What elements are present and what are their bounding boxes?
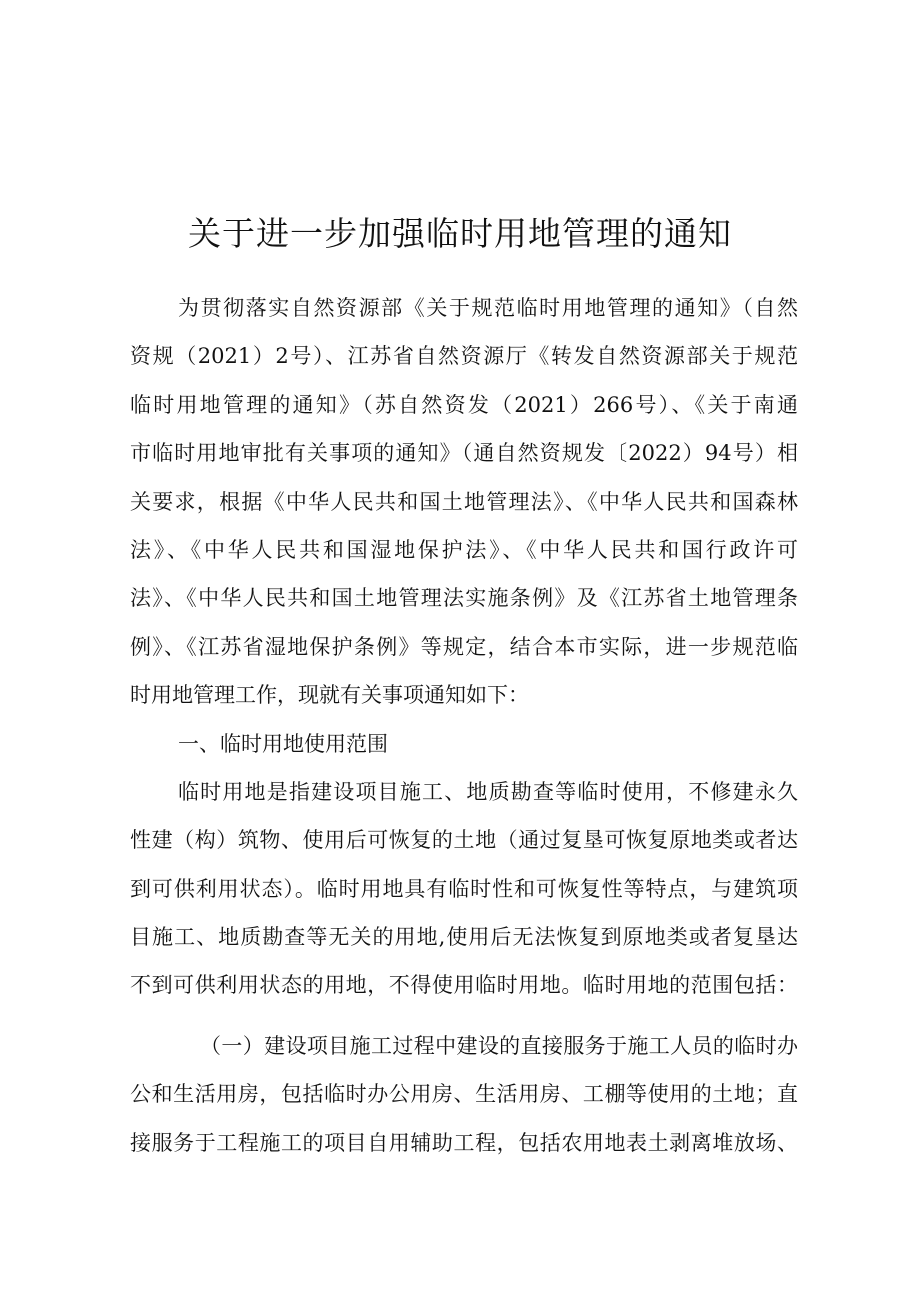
text-line: 资规（2021）2号）、江苏省自然资源厅《转发自然资源部关于规范 xyxy=(130,344,798,369)
text-line: 性建（构）筑物、使用后可恢复的土地（通过复垦可恢复原地类或者达 xyxy=(130,828,798,853)
text-line: 法》、《中华人民共和国土地管理法实施条例》及《江苏省土地管理条 xyxy=(130,586,798,611)
section-heading-text: 一、临时用地使用范围 xyxy=(178,731,388,756)
text-line: 时用地管理工作，现就有关事项通知如下： xyxy=(130,683,529,708)
text-line: 法》、《中华人民共和国湿地保护法》、《中华人民共和国行政许可 xyxy=(130,537,798,562)
text-line: 到可供利用状态）。临时用地具有临时性和可恢复性等特点，与建筑项 xyxy=(130,876,798,901)
text-line: 接服务于工程施工的项目自用辅助工程，包括农用地表土剥离堆放场、 xyxy=(130,1130,798,1155)
text-line: 不到可供利用状态的用地，不得使用临时用地。临时用地的范围包括： xyxy=(130,973,798,998)
paragraph-item-one xyxy=(130,1022,798,1167)
text-line: 例》、《江苏省湿地保护条例》等规定，结合本市实际，进一步规范临 xyxy=(130,634,798,659)
text-line: 关要求，根据《中华人民共和国土地管理法》、《中华人民共和国森林 xyxy=(130,489,798,514)
text-line: 目施工、地质勘查等无关的用地,使用后无法恢复到原地类或者复垦达 xyxy=(130,925,798,950)
text-line: 公和生活用房，包括临时办公用房、生活用房、工棚等使用的土地；直 xyxy=(130,1082,798,1107)
document-body xyxy=(130,284,798,1167)
document-title: 关于进一步加强临时用地管理的通知 xyxy=(188,214,732,253)
text-line: 市临时用地审批有关事项的通知》（通自然资规发〔2022）94号）相 xyxy=(130,441,798,466)
text-line: （一）建设项目施工过程中建设的直接服务于施工人员的临时办 xyxy=(200,1033,798,1058)
paragraph-definition xyxy=(130,768,798,1010)
paragraph-intro xyxy=(130,284,798,720)
text-line: 临时用地管理的通知》（苏自然资发（2021）266号）、《关于南通 xyxy=(130,392,798,417)
paragraph-spacer xyxy=(130,1010,798,1022)
text-line: 为贯彻落实自然资源部《关于规范临时用地管理的通知》（自然 xyxy=(178,296,798,320)
section-heading xyxy=(130,720,798,768)
text-line: 临时用地是指建设项目施工、地质勘查等临时使用，不修建永久 xyxy=(178,779,798,804)
